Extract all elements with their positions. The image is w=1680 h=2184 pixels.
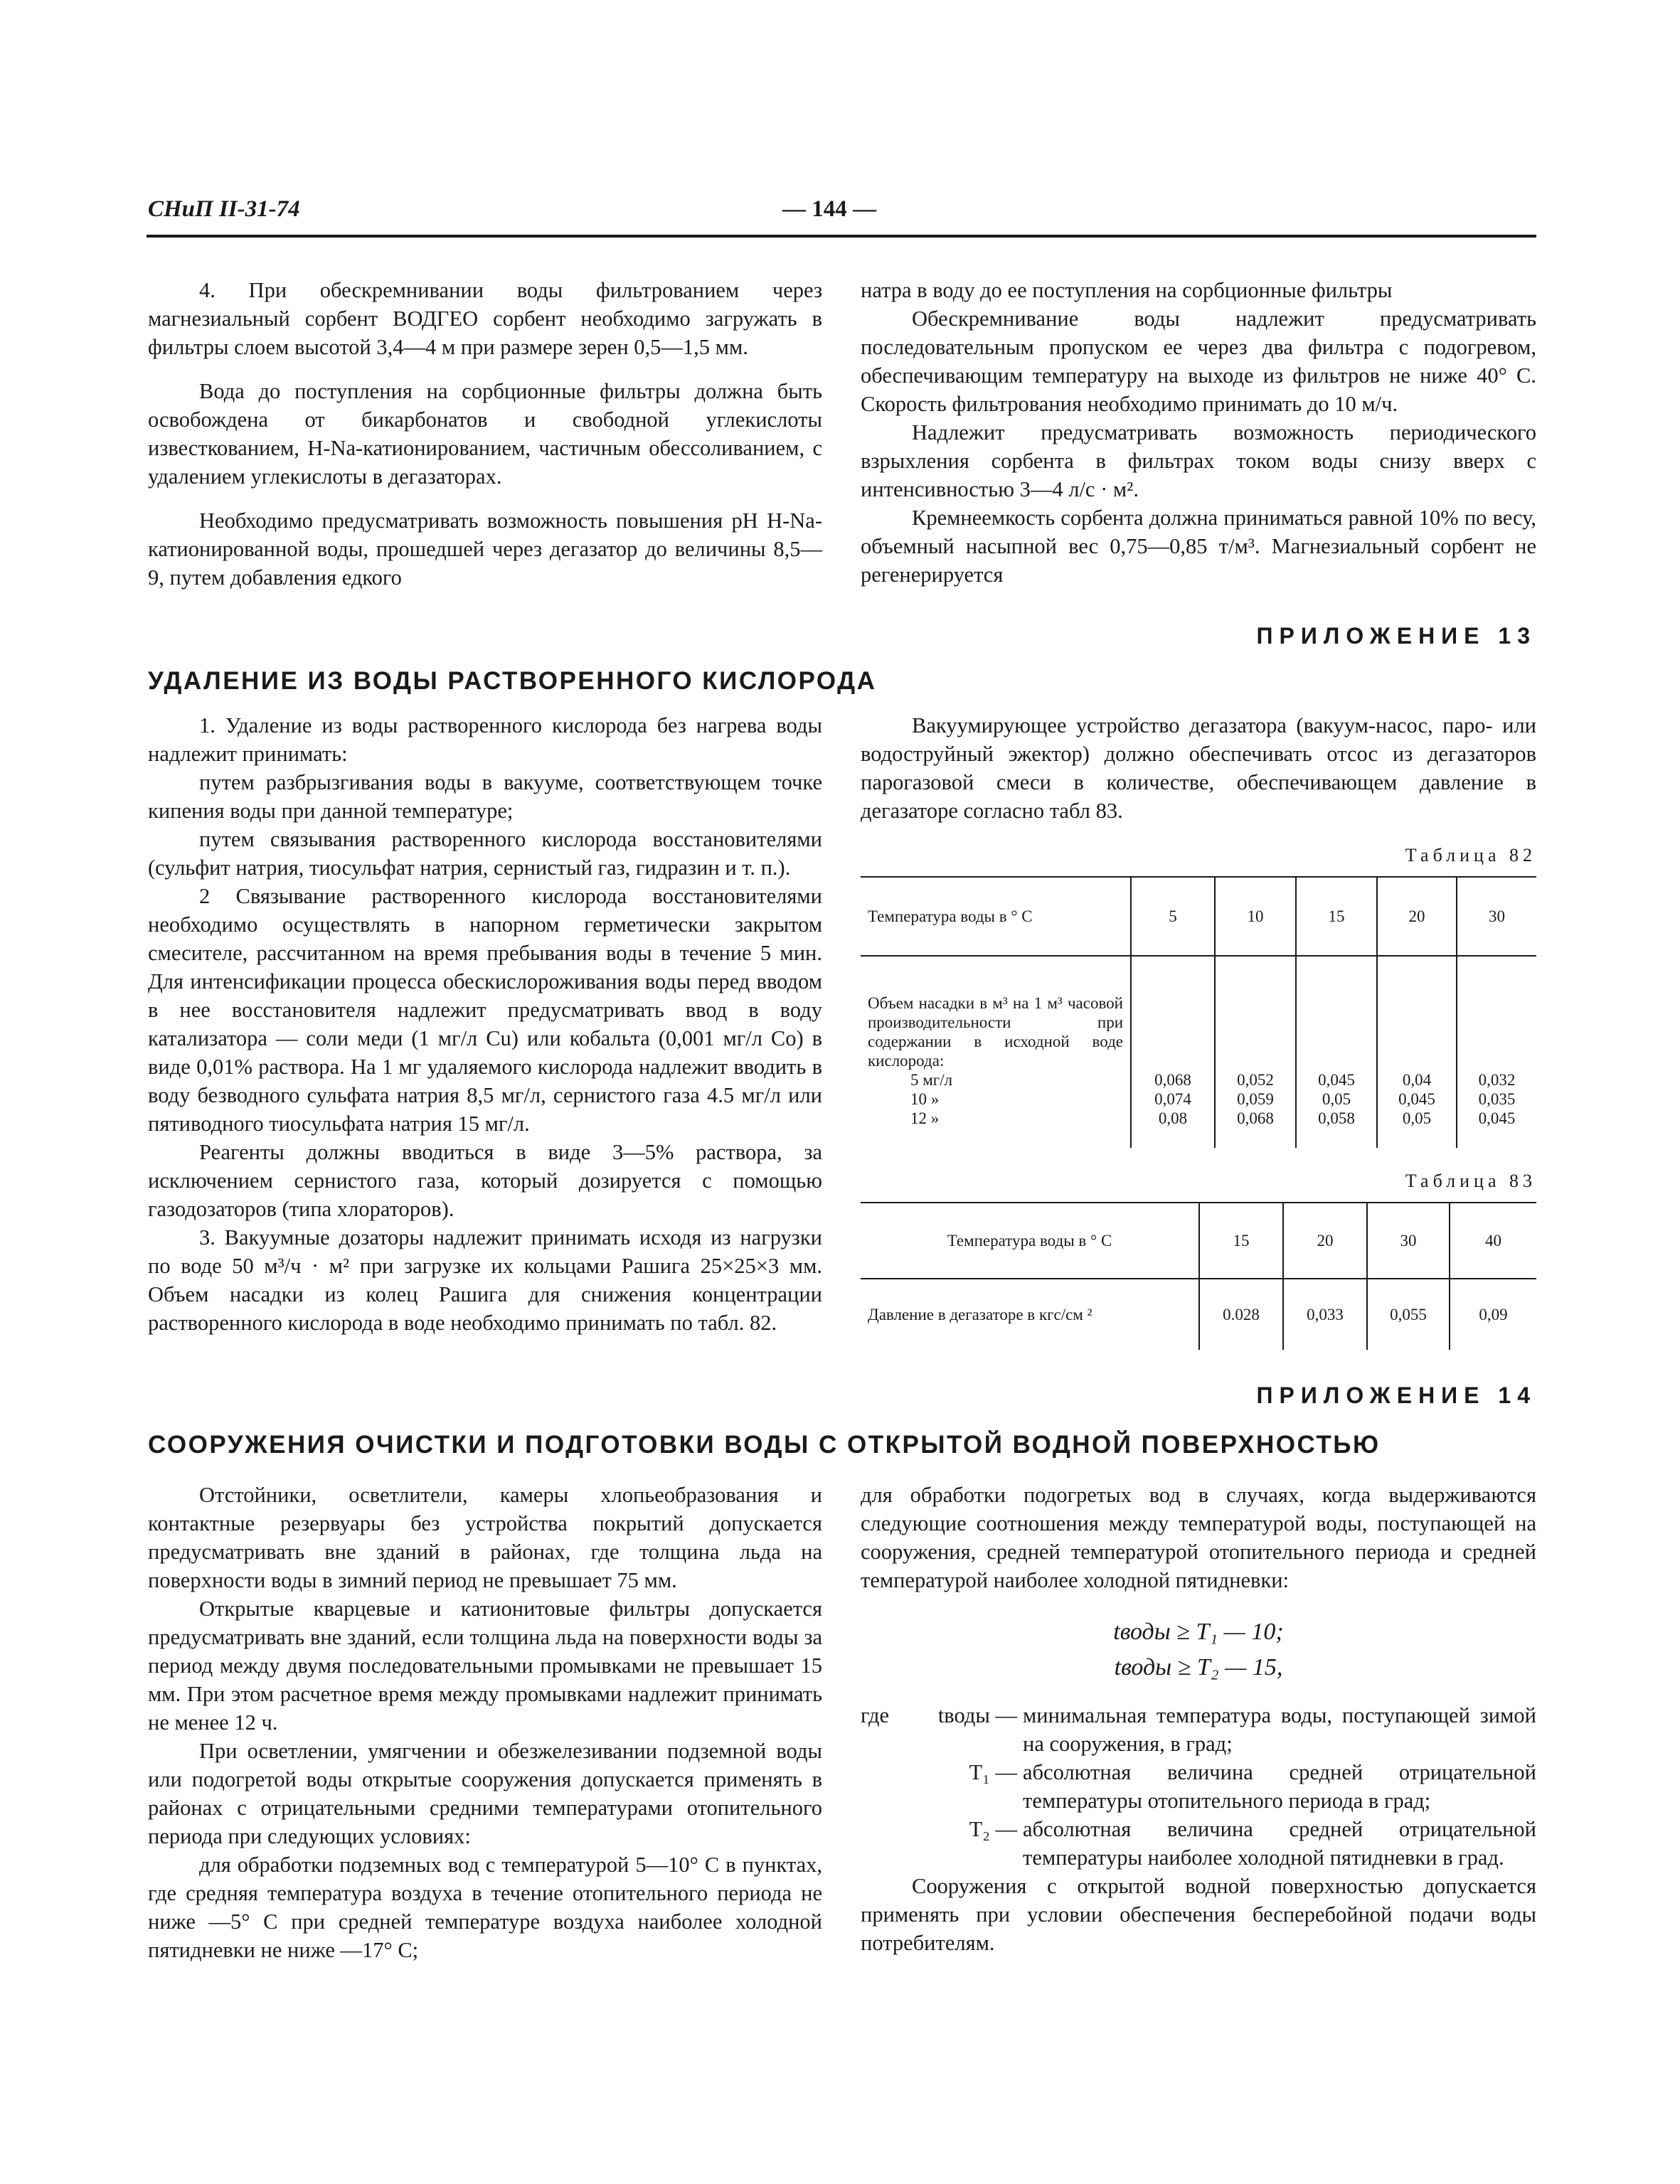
formula-1: tводы ≥ T₁ — 10; xyxy=(1113,1619,1284,1645)
cell: 0,059 xyxy=(1237,1090,1274,1108)
legend-symbol: T₁ — xyxy=(969,1760,1017,1784)
paragraph: 1. Удаление из воды растворенного кислорода без нагрева воды надлежит принимать: xyxy=(148,713,822,766)
legend-description: абсолютная величина средней отрицательной температуры наиболее холодной пятидневки в град. xyxy=(1023,1817,1536,1870)
cell: 0,052 xyxy=(1237,1071,1274,1089)
paragraph: Обескремнивание воды надлежит предусматривать последовательным пропуском ее через два фильтра с подогревом, обеспечивающим температуру на выходе из фильтров не ниже 40° С. Скорость фильтрования необходимо принимать до 10 м/ч. xyxy=(861,307,1536,416)
header-cell: 30 xyxy=(1457,878,1536,956)
paragraph: Отстойники, осветлители, камеры хлопьеобразования и контактные резервуары без устройства покрытий допускается предусматривать вне зданий в районах, где толщина льда на поверхности воды в зимний период не превышает 75 мм. xyxy=(148,1483,822,1592)
cell: 0,04 xyxy=(1402,1071,1432,1089)
paragraph: путем связывания растворенного кислорода восстановителями (сульфит натрия, тиосульфат натрия, сернистый газ, гидразин и т. п.). xyxy=(148,827,822,880)
table-header-row xyxy=(861,878,1536,956)
table-row xyxy=(861,956,1536,1148)
cell: 0,09 xyxy=(1450,1279,1536,1350)
row-label xyxy=(861,956,1131,1148)
value-column xyxy=(1377,956,1457,1148)
paragraph: Вода до поступления на сорбционные фильтры должна быть освобождена от бикарбонатов и свободной углекислоты известкованием, H-Na-катионированием, частичным обессоливанием, с удалением углекислоты в дегазаторах. xyxy=(148,379,822,489)
cell: 0,068 xyxy=(1237,1109,1274,1127)
cell: 0,032 xyxy=(1478,1071,1516,1089)
document-code: СНиП II-31-74 xyxy=(148,196,300,222)
legend-item xyxy=(861,1701,1536,1758)
header-label: Температура воды в ° С xyxy=(861,878,1131,956)
legend-item xyxy=(861,1815,1536,1872)
table-row xyxy=(861,1279,1536,1350)
value-column xyxy=(1215,956,1296,1148)
paragraph: Вакуумирующее устройство дегазатора (вакуум-насос, паро- или водоструйный эжектор) должно обеспечивать отсос из дегазаторов парогазовой смеси в количестве, обеспечивающем давление в дегазаторе согласно табл 83. xyxy=(861,713,1536,823)
row-label-text: Объем насадки в м³ на 1 м³ часовой производительности при содержании в исходной воде кислорода: xyxy=(868,994,1123,1070)
symbol-text: tводы — xyxy=(937,1703,1017,1727)
header-cell: 40 xyxy=(1450,1203,1536,1279)
paragraph: для обработки подземных вод с температурой 5—10° С в пунктах, где средняя температура воздуха в течение отопительного периода не ниже —5° С при средней температуре воздуха наиболее холодной пятидневки не ниже —17° С; xyxy=(148,1853,822,1962)
header-cell: 15 xyxy=(1296,878,1377,956)
cell: 0,035 xyxy=(1478,1090,1516,1108)
cell: 0,058 xyxy=(1318,1109,1355,1127)
formula-2: tводы ≥ T₂ — 15, xyxy=(1114,1654,1283,1680)
where-word: где xyxy=(861,1703,890,1727)
table-header-row xyxy=(861,1203,1536,1279)
appendix-13-right-column xyxy=(861,711,1536,825)
formula-legend xyxy=(861,1701,1536,1872)
top-left-column xyxy=(148,276,822,592)
header-cell: 20 xyxy=(1283,1203,1367,1279)
sub-label: 10 » xyxy=(910,1090,940,1108)
paragraph: натра в воду до ее поступления на сорбционные фильтры xyxy=(861,278,1393,302)
appendix-14-right-column xyxy=(861,1481,1536,1957)
legend-item xyxy=(861,1758,1536,1815)
appendix-13-title: УДАЛЕНИЕ ИЗ ВОДЫ РАСТВОРЕННОГО КИСЛОРОДА xyxy=(148,667,877,695)
paragraph: При осветлении, умягчении и обезжелезивании подземной воды или подогретой воды открытые сооружения допускается применять в районах с отрицательными средними температурами отопительного периода при следующих условиях: xyxy=(148,1739,822,1848)
paragraph: Сооружения с открытой водной поверхностью допускается применять при условии обеспечения бесперебойной подачи воды потребителям. xyxy=(861,1874,1536,1955)
appendix-13-left-column xyxy=(148,711,822,1337)
value-column xyxy=(1131,956,1215,1148)
value-column xyxy=(1457,956,1536,1148)
header-cell: 5 xyxy=(1131,878,1215,956)
paragraph: 2 Связывание растворенного кислорода восстановителями необходимо осуществлять в напорном герметически закрытом смесителе, рассчитанном на время пребывания воды в течение 5 мин. Для интенсификации процесса обескислороживания воды перед вводом в нее восстановителя надлежит предусматривать ввод в воду катализатора — соли меди (1 мг/л Cu) или кобальта (0,001 мг/л Co) в виде 0,01% раствора. На 1 мг удаляемого кислорода надлежит вводить в воду безводного сульфата натрия 8,5 мг/л, сернистого газа 4.5 мг/л или пятиводного тиосульфата натрия 15 мг/л. xyxy=(148,884,822,1136)
sub-label: 12 » xyxy=(910,1109,940,1127)
header-cell: 20 xyxy=(1377,878,1457,956)
paragraph: для обработки подогретых вод в случаях, когда выдерживаются следующие соотношения между температурой воды, поступающей на сооружения, средней температурой отопительного периода и средней температурой наиболее холодной пятидневки: xyxy=(861,1483,1536,1592)
cell: 0.028 xyxy=(1199,1279,1283,1350)
cell: 0,045 xyxy=(1318,1071,1355,1089)
paragraph: 4. При обескремнивании воды фильтрованием через магнезиальный сорбент ВОДГЕО сорбент необходимо загружать в фильтры слоем высотой 3,4—4 м при размере зерен 0,5—1,5 мм. xyxy=(148,278,822,359)
cell: 0,045 xyxy=(1478,1109,1516,1127)
cell: 0,08 xyxy=(1158,1109,1188,1127)
cell: 0,045 xyxy=(1398,1090,1435,1108)
table-82 xyxy=(861,876,1536,1148)
table-82-caption: Таблица 82 xyxy=(1405,845,1536,865)
header-cell: 10 xyxy=(1215,878,1296,956)
appendix-14-title: СООРУЖЕНИЯ ОЧИСТКИ И ПОДГОТОВКИ ВОДЫ С ОТКРЫТОЙ ВОДНОЙ ПОВЕРХНОСТЬЮ xyxy=(148,1431,1381,1459)
paragraph: Открытые кварцевые и катионитовые фильтры допускается предусматривать вне зданий, если толщина льда на поверхности воды за период между двумя последовательными промывками не превышает 15 мм. При этом расчетное время между промывками надлежит принимать не менее 12 ч. xyxy=(148,1597,822,1735)
paragraph: 3. Вакуумные дозаторы надлежит принимать исходя из нагрузки по воде 50 м³/ч · м² при загрузке их кольцами Рашига 25×25×3 мм. Объем насадки из колец Рашига для снижения концентрации растворенного кислорода в воде необходимо принимать по табл. 82. xyxy=(148,1225,822,1335)
top-right-column xyxy=(861,276,1536,589)
legend-symbol xyxy=(861,1701,1023,1758)
row-label: Давление в дегазаторе в кгс/см ² xyxy=(868,1306,1092,1323)
paragraph: Кремнеемкость сорбента должна приниматься равной 10% по весу, объемный насыпной вес 0,75—0,85 т/м³. Магнезиальный сорбент не регенерируется xyxy=(861,506,1536,587)
header-label: Температура воды в ° С xyxy=(861,1203,1199,1279)
cell: 0,055 xyxy=(1367,1279,1450,1350)
paragraph: Необходимо предусматривать возможность повышения pH H-Na-катионированной воды, прошедшей через дегазатор до величины 8,5—9, путем добавления едкого xyxy=(148,508,822,590)
legend-description: абсолютная величина средней отрицательной температуры отопительного периода в град; xyxy=(1023,1760,1536,1813)
appendix-14-label: ПРИЛОЖЕНИЕ 14 xyxy=(1256,1383,1536,1408)
legend-description: минимальная температура воды, поступающей зимой на сооружения, в град; xyxy=(1023,1703,1536,1756)
cell: 0,033 xyxy=(1283,1279,1367,1350)
paragraph: Надлежит предусматривать возможность периодического взрыхления сорбента в фильтрах током воды снизу вверх с интенсивностью 3—4 л/с · м². xyxy=(861,420,1536,501)
cell: 0,05 xyxy=(1402,1109,1432,1127)
page-number: — 144 — xyxy=(782,196,876,222)
header-rule xyxy=(147,235,1536,238)
header-cell: 30 xyxy=(1367,1203,1450,1279)
cell: 0,05 xyxy=(1322,1090,1351,1108)
appendix-14-left-column xyxy=(148,1481,822,1964)
appendix-13-label: ПРИЛОЖЕНИЕ 13 xyxy=(1256,623,1536,649)
header-cell: 15 xyxy=(1199,1203,1283,1279)
sub-label: 5 мг/л xyxy=(910,1071,953,1089)
paragraph: Реагенты должны вводиться в виде 3—5% раствора, за исключением сернистого газа, который дозируется с помощью газодозаторов (типа хлораторов). xyxy=(148,1140,822,1221)
value-column xyxy=(1296,956,1377,1148)
legend-symbol: T₂ — xyxy=(969,1817,1017,1841)
paragraph: путем разбрызгивания воды в вакууме, соответствующем точке кипения воды при данной температуре; xyxy=(148,770,822,823)
table-83-caption: Таблица 83 xyxy=(1405,1171,1536,1191)
cell: 0,068 xyxy=(1154,1071,1191,1089)
cell: 0,074 xyxy=(1154,1090,1191,1108)
table-83 xyxy=(861,1202,1536,1350)
